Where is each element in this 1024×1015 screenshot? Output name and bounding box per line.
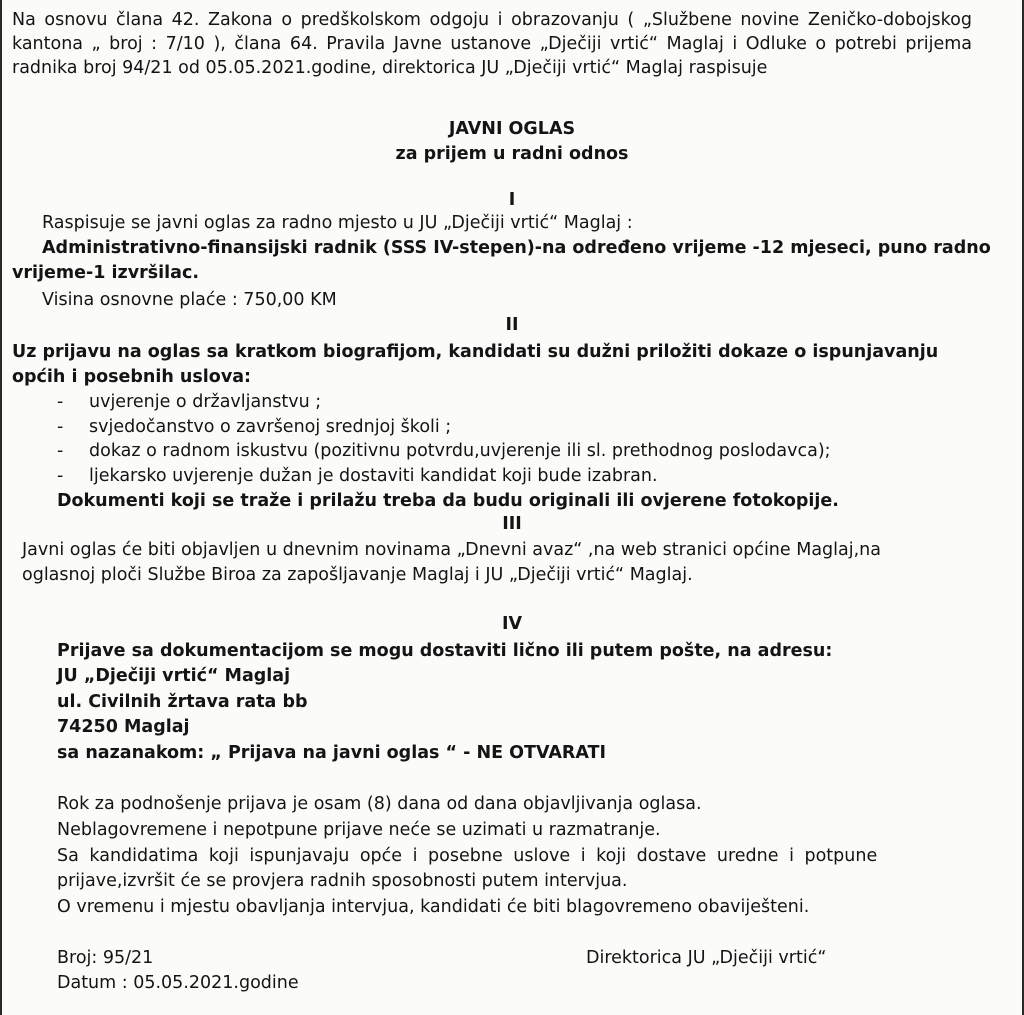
closing-line-4: prijave,izvršit će se provjera radnih sposobnosti putem intervjua. <box>57 871 628 891</box>
section-3-line-2: oglasnoj ploči Službe Biroa za zapošljavanje Maglaj i JU „Dječiji vrtić“ Maglaj. <box>22 565 693 585</box>
document-date: Datum : 05.05.2021.godine <box>57 973 299 993</box>
list-bullet: - <box>57 417 64 437</box>
closing-line-3: Sa kandidatima koji ispunjavaju opće i posebne uslove i koji dostave uredne i potpune <box>57 846 878 866</box>
section-4-line-1: Prijave sa dokumentacijom se mogu dostaviti lično ili putem pošte, na adresu: <box>57 641 833 661</box>
section-1-numeral: I <box>508 190 516 210</box>
reference-number: Broj: 95/21 <box>57 948 154 968</box>
closing-line-2: Neblagovremene i nepotpune prijave neće se uzimati u razmatranje. <box>57 820 661 840</box>
position-line-1: Administrativno-finansijski radnik (SSS IV-stepen)-na određeno vrijeme -12 mjeseci, puno radno <box>42 238 991 258</box>
section-3-line-1: Javni oglas će biti objavljen u dnevnim novinama „Dnevni avaz“ ,na web stranici općine Maglaj,na <box>22 540 881 560</box>
closing-line-1: Rok za podnošenje prijava je osam (8) dana od dana objavljivanja oglasa. <box>57 794 702 814</box>
document-subtitle: za prijem u radni odnos <box>395 144 629 164</box>
list-item-text: ljekarsko uvjerenje dužan je dostaviti kandidat koji bude izabran. <box>89 466 658 486</box>
position-line-2: vrijeme-1 izvršilac. <box>12 263 200 283</box>
intro-paragraph: Na osnovu člana 42. Zakona o predškolskom odgoju i obrazovanju ( „Službene novine Zeničko-dobojskog kantona „ broj : 7/10 ), člana 64. Pravila Javne ustanove „Dječiji vrtić“ Maglaj i Odluke o potrebi prijema radnika broj 94/21 od 05.05.2021.godine, direktorica JU „Dječiji vrtić“ Maglaj raspisuje <box>12 10 972 78</box>
section-3-numeral: III <box>502 514 522 534</box>
list-item-text: dokaz o radnom iskustvu (pozitivnu potvrdu,uvjerenje ili sl. prethodnog poslodavca); <box>89 441 831 461</box>
document-title: JAVNI OGLAS <box>448 119 576 139</box>
documents-note: Dokumenti koji se traže i prilažu treba da budu originali ili ovjerene fotokopije. <box>57 491 839 511</box>
address-line-3: 74250 Maglaj <box>57 717 190 737</box>
list-item-text: uvjerenje o državljanstvu ; <box>89 392 322 412</box>
section-2-heading-1: Uz prijavu na oglas sa kratkom biografijom, kandidati su dužni priložiti dokaze o ispunjavanju <box>12 342 939 362</box>
signature-line: Direktorica JU „Dječiji vrtić“ <box>586 948 827 968</box>
address-line-2: ul. Civilnih žrtava rata bb <box>57 692 308 712</box>
list-bullet: - <box>57 392 64 412</box>
section-2-heading-2: općih i posebnih uslova: <box>12 367 252 387</box>
list-bullet: - <box>57 466 64 486</box>
section-4-numeral: IV <box>501 614 523 634</box>
list-bullet: - <box>57 441 64 461</box>
salary-line: Visina osnovne plaće : 750,00 KM <box>42 290 337 310</box>
list-item-text: svjedočanstvo o završenoj srednjoj školi ; <box>89 417 452 437</box>
section-1-line: Raspisuje se javni oglas za radno mjesto u JU „Dječiji vrtić“ Maglaj : <box>42 213 633 233</box>
address-line-1: JU „Dječiji vrtić“ Maglaj <box>57 666 291 686</box>
closing-line-5: O vremenu i mjestu obavljanja intervjua, kandidati će biti blagovremeno obaviješteni. <box>57 897 810 917</box>
envelope-marking: sa nazanakom: „ Prijava na javni oglas “ - NE OTVARATI <box>57 743 606 763</box>
section-2-numeral: II <box>505 315 519 335</box>
